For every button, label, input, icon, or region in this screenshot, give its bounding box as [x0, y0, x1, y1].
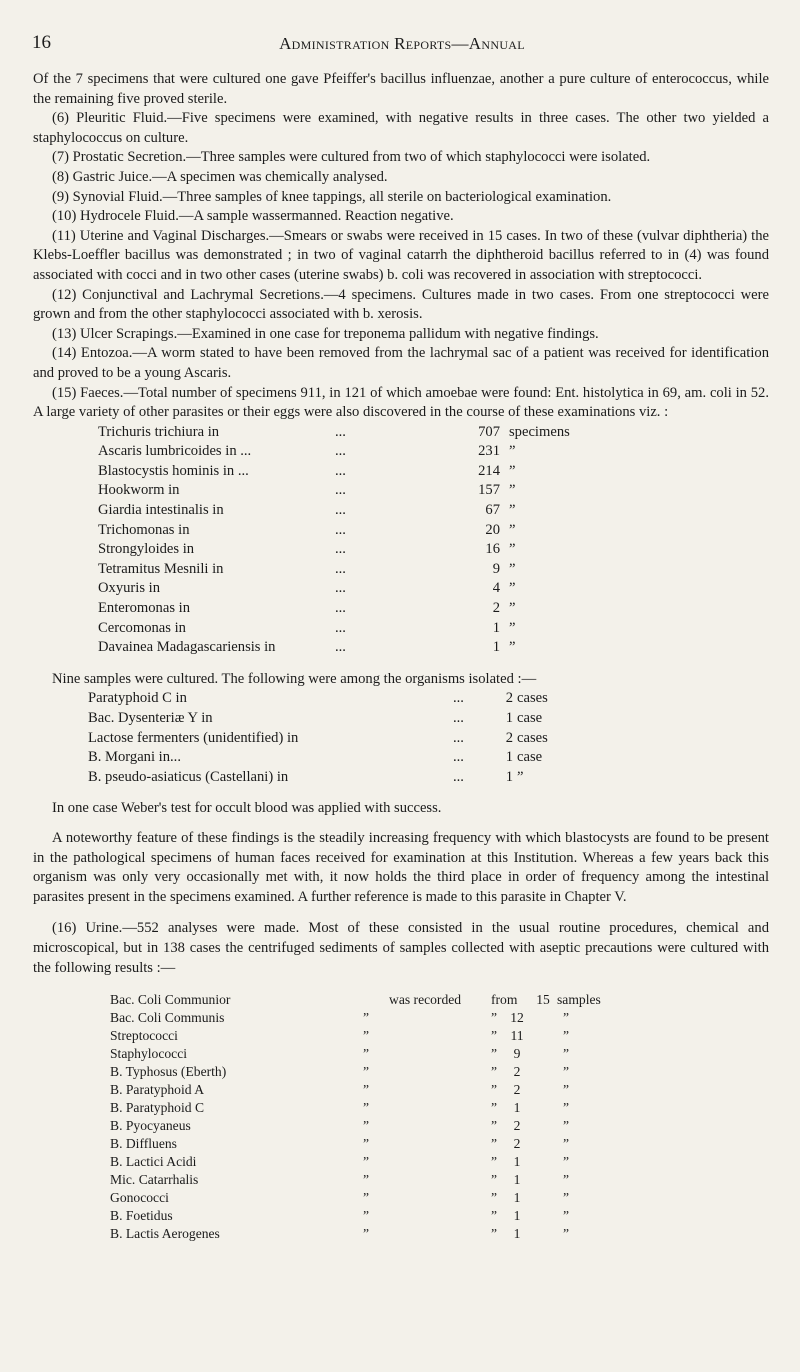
paragraph-conjunctival-secretions: (12) Conjunctival and Lachrymal Secretions.—4 specimens. Cultures made in two cases. From one streptococci were grown and from the other staphylococci associated with b. xerosis. [33, 286, 769, 323]
paragraph-prostatic-secretion: (7) Prostatic Secretion.—Three samples were cultured from two of which staphylococci were isolated. [52, 149, 651, 166]
paragraph-pleuritic-fluid: (6) Pleuritic Fluid.—Five specimens were examined, with negative results in three cases. The other two yielded a staphylococcus on culture. [33, 110, 769, 146]
organism-name: B. pseudo-asiaticus (Castellani) in [88, 768, 289, 785]
table-row [33, 1008, 769, 1026]
from-label: ” [491, 1190, 498, 1206]
parasite-name: Strongyloides in [98, 541, 195, 558]
paragraph-ulcer-scrapings: (13) Ulcer Scrapings.—Examined in one case for treponema pallidum with negative findings. [52, 325, 599, 342]
unit-label: cases [517, 729, 548, 746]
bacterium-name: Staphylococci [110, 1046, 188, 1062]
parasite-name: Enteromonas in [98, 600, 191, 617]
unit-label: ” [563, 1010, 570, 1026]
parasite-name: Cercomonas in [98, 619, 186, 636]
unit-label: ” [517, 768, 524, 785]
bacterium-name: B. Lactici Acidi [110, 1154, 197, 1170]
page-header [32, 32, 772, 56]
recorded-label: ” [363, 1046, 370, 1062]
leader-dots: ... [453, 690, 464, 707]
case-count: 1 [505, 749, 513, 766]
bacterium-name: B. Diffluens [110, 1136, 177, 1152]
specimen-count: 4 [492, 580, 500, 597]
table-row [33, 1098, 769, 1116]
table-row [33, 1152, 769, 1170]
leader-dots: ... [335, 580, 346, 597]
recorded-label: ” [363, 1136, 370, 1152]
table-row [33, 560, 769, 580]
recorded-label: ” [363, 1190, 370, 1206]
bacterium-name: B. Paratyphoid C [110, 1100, 205, 1116]
leader-dots: ... [335, 639, 346, 656]
parasite-name: Blastocystis hominis in ... [98, 462, 249, 479]
running-title: Administration Reports—Annual [279, 34, 525, 53]
recorded-label: ” [363, 1172, 370, 1188]
unit-label: ” [563, 1208, 570, 1224]
unit-label: ” [509, 619, 516, 636]
bacterium-name: B. Pyocyaneus [110, 1118, 191, 1134]
table-row [33, 423, 769, 443]
case-count: 1 [505, 710, 513, 726]
unit-label: ” [563, 1064, 570, 1080]
parasite-name: Davainea Madagascariensis in [98, 639, 276, 656]
specimen-count: 16 [485, 541, 500, 558]
specimen-count: 707 [478, 423, 500, 440]
from-label: ” [491, 1226, 498, 1242]
case-count: 2 [505, 729, 513, 746]
unit-label: ” [509, 443, 516, 460]
leader-dots: ... [335, 502, 346, 519]
table-row [33, 501, 769, 521]
from-label: ” [491, 1064, 498, 1080]
unit-label: ” [563, 1082, 570, 1098]
table-row [33, 990, 769, 1008]
table-row [33, 1062, 769, 1080]
leader-dots: ... [335, 541, 346, 558]
sample-count: 1 [513, 1226, 521, 1242]
case-count: 2 [505, 690, 513, 707]
specimen-count: 9 [492, 560, 500, 577]
leader-dots: ... [335, 443, 346, 460]
parasite-table [33, 423, 769, 658]
paragraph-weber-test: In one case Weber's test for occult blood was applied with success. [52, 800, 442, 817]
bacterium-name: B. Paratyphoid A [110, 1082, 205, 1098]
sample-count: 1 [513, 1154, 521, 1170]
from-label: ” [491, 1154, 498, 1170]
leader-dots: ... [453, 749, 464, 766]
unit-label: ” [509, 462, 516, 479]
leader-dots: ... [335, 600, 346, 617]
unit-label: ” [563, 1172, 570, 1188]
table-row [33, 481, 769, 501]
unit-label: ” [509, 521, 516, 538]
unit-label: samples [557, 992, 601, 1008]
organism-name: Paratyphoid C in [88, 690, 187, 707]
table-row [33, 1224, 769, 1242]
specimen-count: 157 [478, 482, 500, 499]
specimen-count: 231 [478, 443, 500, 460]
unit-label: ” [509, 502, 516, 519]
table-row [33, 442, 769, 462]
organism-name: Lactose fermenters (unidentified) in [88, 729, 299, 746]
specimen-count: 2 [492, 600, 500, 617]
parasite-name: Trichuris trichiura in [98, 423, 220, 440]
table-row [33, 709, 769, 729]
table-row [33, 1080, 769, 1098]
table-row [33, 1170, 769, 1188]
table-row [33, 599, 769, 619]
paragraph-gastric-juice: (8) Gastric Juice.—A specimen was chemically analysed. [52, 168, 388, 185]
leader-dots: ... [453, 729, 464, 746]
parasite-name: Ascaris lumbricoides in ... [98, 443, 252, 460]
leader-dots: ... [335, 560, 346, 577]
parasite-name: Oxyuris in [98, 580, 161, 597]
leader-dots: ... [335, 521, 346, 538]
organism-name: Bac. Dysenteriæ Y in [88, 710, 213, 726]
table-row [33, 540, 769, 560]
paragraph-enterococcus: Of the 7 specimens that were cultured one gave Pfeiffer's bacillus influenzae, another a pure culture of enterococcus, while the remaining five proved sterile. [33, 71, 769, 107]
bacterium-name: B. Foetidus [110, 1208, 173, 1224]
sample-count: 12 [510, 1010, 524, 1026]
organism-name: B. Morgani in... [88, 749, 181, 766]
recorded-label: ” [363, 1028, 370, 1044]
unit-label: ” [509, 580, 516, 597]
urine-results-table [33, 990, 769, 1242]
paragraph-faeces: (15) Faeces.—Total number of specimens 911, in 121 of which amoebae were found: Ent. histolytica in 69, am. coli in 52. A large variety of other parasites or their eggs were also discovered in the course of these examinations viz. : [33, 384, 769, 421]
table-row [33, 619, 769, 639]
table-row [33, 1206, 769, 1224]
unit-label: case [517, 710, 543, 726]
recorded-label: ” [363, 1208, 370, 1224]
recorded-label: ” [363, 1100, 370, 1116]
unit-label: ” [563, 1190, 570, 1206]
from-label: ” [491, 1136, 498, 1152]
specimen-count: 214 [478, 462, 500, 479]
recorded-label: ” [363, 1154, 370, 1170]
parasite-name: Tetramitus Mesnili in [98, 560, 224, 577]
recorded-label: ” [363, 1082, 370, 1098]
sample-count: 1 [513, 1100, 521, 1116]
unit-label: ” [563, 1028, 570, 1044]
from-label: ” [491, 1028, 498, 1044]
organism-table [33, 689, 769, 787]
from-label: ” [491, 1010, 498, 1026]
specimen-count: 67 [485, 502, 500, 519]
unit-label: case [517, 749, 543, 766]
table-row [33, 579, 769, 599]
table-row [33, 1116, 769, 1134]
unit-label: specimens [509, 423, 570, 440]
leader-dots: ... [335, 423, 346, 440]
from-label: ” [491, 1118, 498, 1134]
parasite-name: Giardia intestinalis in [98, 502, 224, 519]
bacterium-name: B. Lactis Aerogenes [110, 1226, 220, 1242]
unit-label: ” [509, 639, 516, 656]
recorded-label: ” [363, 1118, 370, 1134]
recorded-label: ” [363, 1226, 370, 1242]
case-count: 1 [505, 768, 513, 785]
table-row [33, 768, 769, 788]
table-row [33, 638, 769, 658]
bacterium-name: Bac. Coli Communior [110, 992, 231, 1008]
from-label: from [491, 992, 518, 1008]
unit-label: ” [509, 560, 516, 577]
bacterium-name: B. Typhosus (Eberth) [110, 1064, 227, 1080]
paragraph-blastocysts: A noteworthy feature of these findings is the steadily increasing frequency with which blastocysts are found to be present in the pathological specimens of human faces received for examination at this Institution. Whereas a few years back this organism was only very occasionally met with, it now holds the third place in order of frequency among the intestinal parasites present in the specimens examined. A further reference is made to this parasite in Chapter V. [33, 829, 769, 905]
paragraph-urine: (16) Urine.—552 analyses were made. Most of these consisted in the usual routine procedures, chemical and microscopical, but in 138 cases the centrifuged sediments of samples collected with aseptic precautions were cultured with the following results :— [33, 920, 769, 976]
sample-count: 2 [513, 1064, 521, 1080]
sample-count: 15 [536, 992, 550, 1008]
specimen-count: 1 [492, 619, 500, 636]
bacterium-name: Mic. Catarrhalis [110, 1172, 199, 1188]
paragraph-entozoa: (14) Entozoa.—A worm stated to have been removed from the lachrymal sac of a patient was received for identification and proved to be a young Ascaris. [33, 345, 769, 381]
unit-label: ” [563, 1046, 570, 1062]
sample-count: 2 [513, 1118, 521, 1134]
from-label: ” [491, 1172, 498, 1188]
specimen-count: 1 [492, 639, 500, 656]
bacterium-name: Gonococci [110, 1190, 169, 1206]
leader-dots: ... [335, 482, 346, 499]
unit-label: ” [563, 1154, 570, 1170]
from-label: ” [491, 1082, 498, 1098]
table-row [33, 729, 769, 749]
parasite-name: Trichomonas in [98, 521, 190, 538]
unit-label: cases [517, 690, 548, 707]
table-row [33, 1044, 769, 1062]
paragraph-hydrocele-fluid: (10) Hydrocele Fluid.—A sample wassermanned. Reaction negative. [52, 208, 454, 225]
table-row [33, 689, 769, 709]
sample-count: 1 [513, 1172, 521, 1188]
unit-label: ” [563, 1100, 570, 1116]
table-row [33, 1026, 769, 1044]
table-row [33, 748, 769, 768]
leader-dots: ... [335, 619, 346, 636]
parasite-name: Hookworm in [98, 482, 180, 499]
table-row [33, 1134, 769, 1152]
sample-count: 9 [513, 1046, 521, 1062]
paragraph-cultured-intro: Nine samples were cultured. The following were among the organisms isolated :— [52, 670, 537, 687]
table-row [33, 521, 769, 541]
table-row [33, 462, 769, 482]
leader-dots: ... [453, 768, 464, 785]
leader-dots: ... [453, 710, 464, 726]
recorded-label: ” [363, 1010, 370, 1026]
leader-dots: ... [335, 462, 346, 479]
from-label: ” [491, 1100, 498, 1116]
specimen-count: 20 [485, 521, 500, 538]
from-label: ” [491, 1046, 498, 1062]
sample-count: 11 [510, 1028, 524, 1044]
sample-count: 1 [513, 1190, 521, 1206]
sample-count: 2 [513, 1082, 521, 1098]
recorded-label: ” [363, 1064, 370, 1080]
from-label: ” [491, 1208, 498, 1224]
paragraph-uterine-discharges: (11) Uterine and Vaginal Discharges.—Smears or swabs were received in 15 cases. In two of these (vulvar diphtheria) the Klebs-Loeffler bacillus was demonstrated ; in two of vaginal catarrh the diphtheroid bacillus referred to in (4) was found associated with cocci and in two other cases (uterine swabs) b. coli was recovered in association with streptococci. [33, 227, 769, 283]
unit-label: ” [563, 1136, 570, 1152]
sample-count: 1 [513, 1208, 521, 1224]
paragraph-synovial-fluid: (9) Synovial Fluid.—Three samples of knee tappings, all sterile on bacteriological examination. [52, 188, 612, 205]
unit-label: ” [509, 482, 516, 499]
page-number: 16 [32, 32, 51, 53]
sample-count: 2 [513, 1136, 521, 1152]
bacterium-name: Streptococci [110, 1028, 178, 1044]
unit-label: ” [509, 600, 516, 617]
recorded-label: was recorded [389, 992, 462, 1008]
unit-label: ” [563, 1226, 570, 1242]
unit-label: ” [563, 1118, 570, 1134]
table-row [33, 1188, 769, 1206]
unit-label: ” [509, 541, 516, 558]
bacterium-name: Bac. Coli Communis [110, 1010, 225, 1026]
page-body [33, 70, 769, 1242]
